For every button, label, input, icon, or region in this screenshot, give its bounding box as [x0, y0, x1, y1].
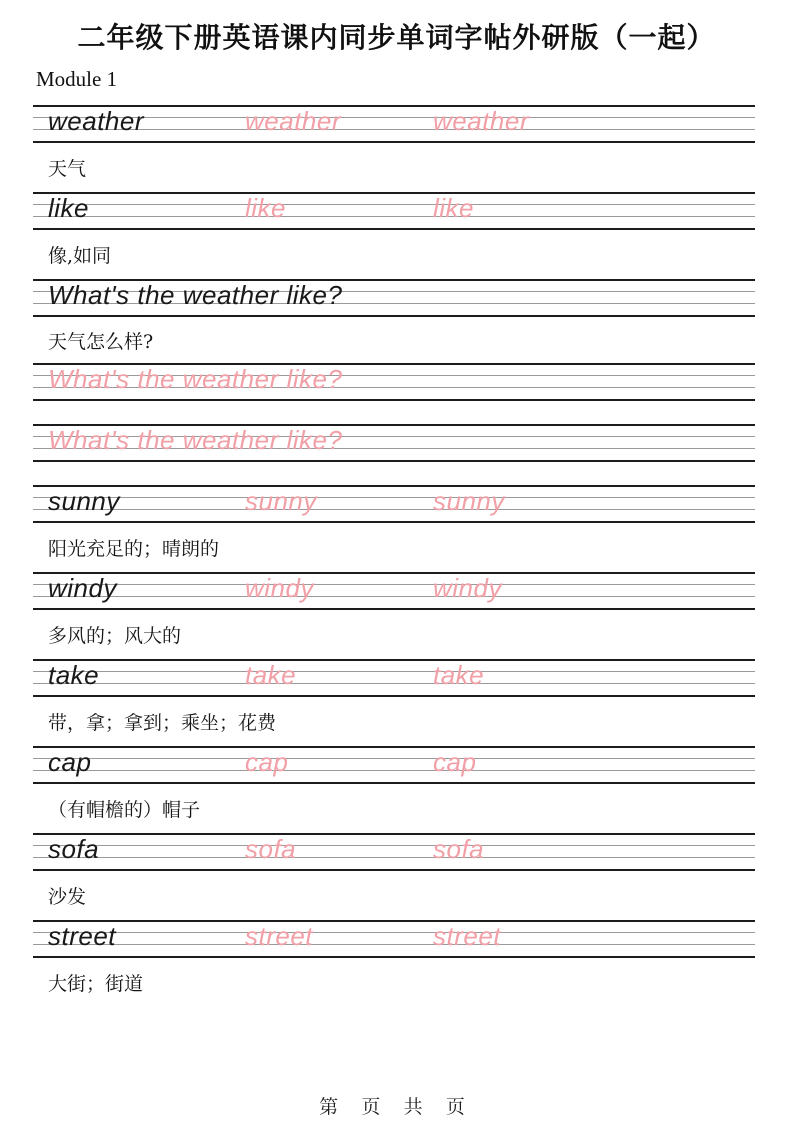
writing-staff	[33, 192, 755, 230]
trace-phrase-text: What's the weather like?	[48, 425, 343, 455]
guideline-upper-mid	[33, 758, 755, 759]
trace-word-1: sunny	[245, 486, 317, 516]
guideline-top	[33, 659, 755, 661]
guideline-bottom	[33, 869, 755, 871]
trace-word-2: weather	[433, 106, 529, 136]
trace-word-1: cap	[245, 747, 289, 777]
guideline-top	[33, 572, 755, 574]
guideline-baseline	[33, 857, 755, 858]
trace-word-1: windy	[245, 573, 314, 603]
word-meaning: 大街；街道	[48, 973, 144, 995]
module-label: Module 1	[36, 67, 118, 91]
guideline-bottom	[33, 608, 755, 610]
guideline-bottom	[33, 521, 755, 523]
writing-staff	[33, 746, 755, 784]
word-block	[33, 572, 755, 659]
trace-word-2: cap	[433, 747, 477, 777]
writing-staff	[33, 279, 755, 317]
guideline-baseline	[33, 596, 755, 597]
writing-staff	[33, 485, 755, 523]
guideline-top	[33, 920, 755, 922]
guideline-upper-mid	[33, 204, 755, 205]
page-footer: 第 页 共 页	[319, 1097, 474, 1118]
guideline-baseline	[33, 683, 755, 684]
writing-staff	[33, 920, 755, 958]
guideline-upper-mid	[33, 671, 755, 672]
word-text: windy	[48, 573, 117, 603]
guideline-bottom	[33, 695, 755, 697]
guideline-top	[33, 746, 755, 748]
trace-phrase-block	[33, 424, 755, 485]
guideline-baseline	[33, 216, 755, 217]
guideline-bottom	[33, 782, 755, 784]
word-block	[33, 920, 755, 1007]
guideline-upper-mid	[33, 845, 755, 846]
writing-staff	[33, 424, 755, 462]
trace-phrase-block	[33, 363, 755, 424]
word-meaning: 带，拿；拿到；乘坐；花费	[48, 712, 277, 734]
word-list	[33, 105, 755, 1007]
writing-staff	[33, 572, 755, 610]
guideline-baseline	[33, 944, 755, 945]
guideline-bottom	[33, 399, 755, 401]
trace-word-2: sunny	[433, 486, 505, 516]
row-gap	[33, 462, 755, 485]
word-text: What's the weather like?	[48, 280, 343, 310]
trace-word-1: street	[245, 921, 314, 951]
word-text: take	[48, 660, 100, 690]
word-meaning: 天气	[48, 158, 87, 180]
page-title: 二年级下册英语课内同步单词字帖外研版（一起）	[77, 22, 716, 53]
trace-word-2: street	[433, 921, 502, 951]
word-block	[33, 746, 755, 833]
word-text: sunny	[48, 486, 120, 516]
guideline-upper-mid	[33, 584, 755, 585]
guideline-bottom	[33, 141, 755, 143]
guideline-top	[33, 833, 755, 835]
guideline-bottom	[33, 228, 755, 230]
trace-word-1: sofa	[245, 834, 297, 864]
trace-phrase-text: What's the weather like?	[48, 364, 343, 394]
guideline-baseline	[33, 770, 755, 771]
guideline-bottom	[33, 956, 755, 958]
guideline-top	[33, 192, 755, 194]
word-block	[33, 192, 755, 279]
guideline-bottom	[33, 315, 755, 317]
word-text: cap	[48, 747, 92, 777]
guideline-upper-mid	[33, 932, 755, 933]
word-meaning: 像,如同	[48, 245, 112, 267]
word-text: sofa	[48, 834, 100, 864]
trace-word-2: sofa	[433, 834, 485, 864]
writing-staff	[33, 105, 755, 143]
word-meaning: 沙发	[48, 886, 87, 908]
word-meaning: 阳光充足的；晴朗的	[48, 538, 220, 560]
trace-word-2: windy	[433, 573, 502, 603]
word-meaning: （有帽檐的）帽子	[48, 799, 201, 821]
trace-word-1: like	[245, 193, 287, 223]
trace-word-1: weather	[245, 106, 341, 136]
word-block	[33, 279, 755, 363]
trace-word-2: take	[433, 660, 485, 690]
writing-staff	[33, 659, 755, 697]
word-block	[33, 105, 755, 192]
word-block	[33, 659, 755, 746]
word-meaning: 多风的；风大的	[48, 625, 182, 647]
trace-word-2: like	[433, 193, 475, 223]
word-meaning: 天气怎么样?	[48, 330, 154, 353]
guideline-top	[33, 485, 755, 487]
word-text: weather	[48, 106, 144, 136]
word-block	[33, 833, 755, 920]
guideline-bottom	[33, 460, 755, 462]
guideline-baseline	[33, 509, 755, 510]
word-block	[33, 485, 755, 572]
word-text: street	[48, 921, 117, 951]
writing-staff	[33, 833, 755, 871]
guideline-upper-mid	[33, 497, 755, 498]
trace-word-1: take	[245, 660, 297, 690]
writing-staff	[33, 363, 755, 401]
word-text: like	[48, 193, 90, 223]
